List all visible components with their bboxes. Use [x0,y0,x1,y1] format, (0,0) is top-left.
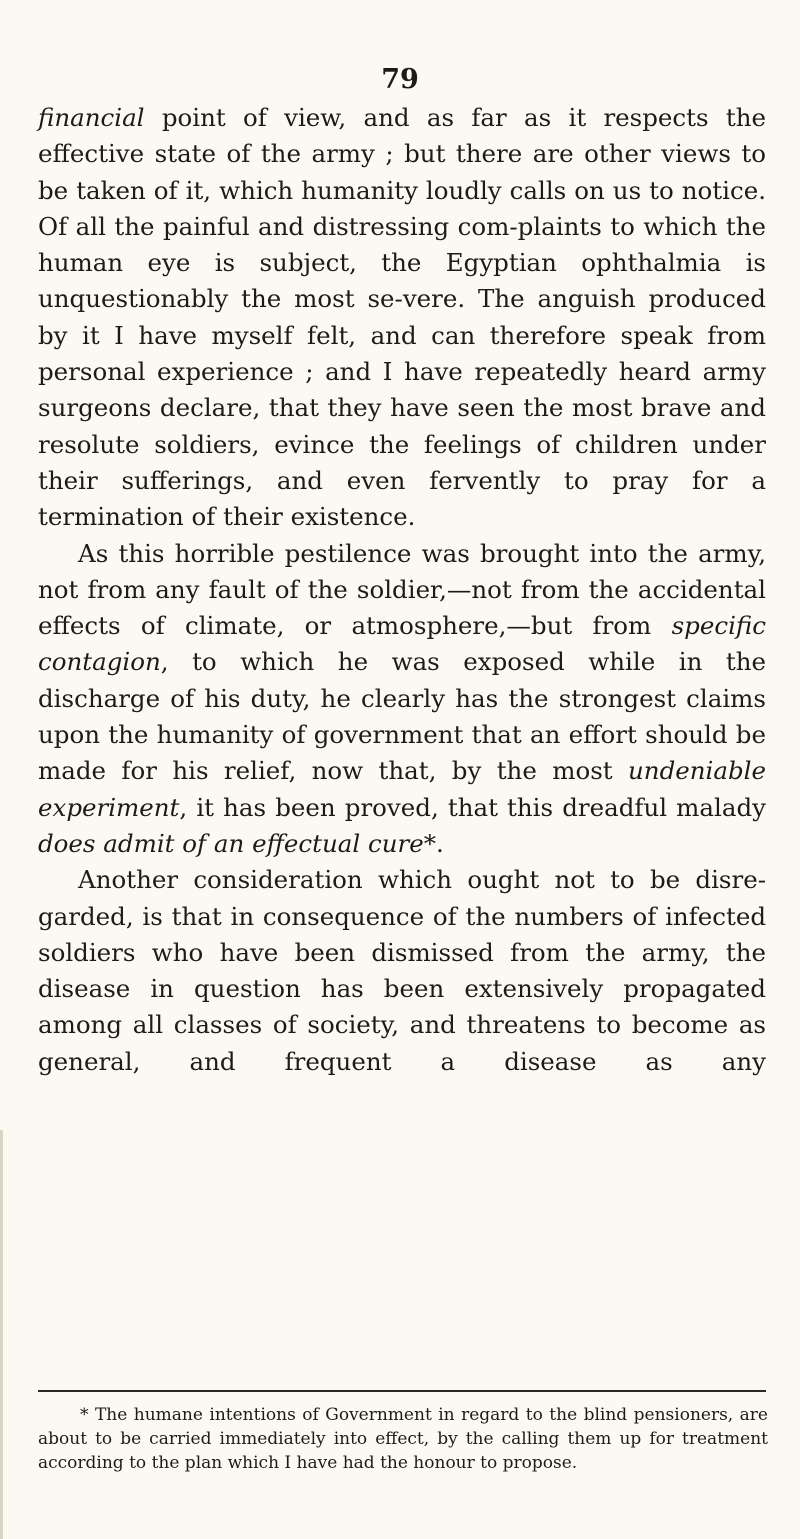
text-span: point of view, and as far as it respects the effective state of the army ; but there are other views to be taken of it, which humanity loudly calls on us to notice. Of all the painful and distressing com-plaints to which the human eye is subject, the Egyptian ophthalmia is unquestionably the most se-vere. The anguish produced by it I have myself felt, and can therefore speak from personal experience ; and I have repeatedly heard army surgeons declare, that they have seen the most brave and resolute soldiers, evince the feelings of children under their sufferings, and even fervently to pray for a termination of their existence. [38,103,766,532]
text-span: Another consideration which ought not to be disre-garded, is that in consequence of the numbers of infected soldiers who have been dismissed from the army, the disease in question has been extensively propagated among all classes of society, and threatens to become as general, and frequent a disease as any [38,865,766,1076]
paragraph-2 [38,536,766,863]
paragraph-3 [38,862,766,1080]
text-span: , it has been proved, that this dreadful malady [179,792,766,822]
footnote [38,1403,768,1475]
paragraph-1 [38,100,766,536]
footnote-marker: *. [423,828,444,858]
text-span: , to which he was exposed while in the discharge of his duty, he clearly has the strongest claims upon the humanity of government that an effort should be made for his relief, now that, by the most [38,647,766,786]
italic-span: undeniable experiment [38,756,766,822]
footnote-divider [38,1390,766,1392]
page-edge-shadow [0,1130,3,1539]
italic-span: financial [38,103,145,132]
italic-span: specific contagion [38,611,766,677]
page-number: 79 [381,64,419,95]
footnote-text: * The humane intentions of Government in regard to the blind pensioners, are about to be carried immediately into effect, by the calling them up for treatment according to the plan which I have had the honour to propose. [38,1405,768,1473]
italic-span: does admit of an effectual cure [38,828,424,858]
text-span: As this horrible pestilence was brought into the army, not from any fault of the soldier,—not from the accidental effects of climate, or atmosphere,—but from [38,538,766,641]
body-text [38,100,766,1080]
